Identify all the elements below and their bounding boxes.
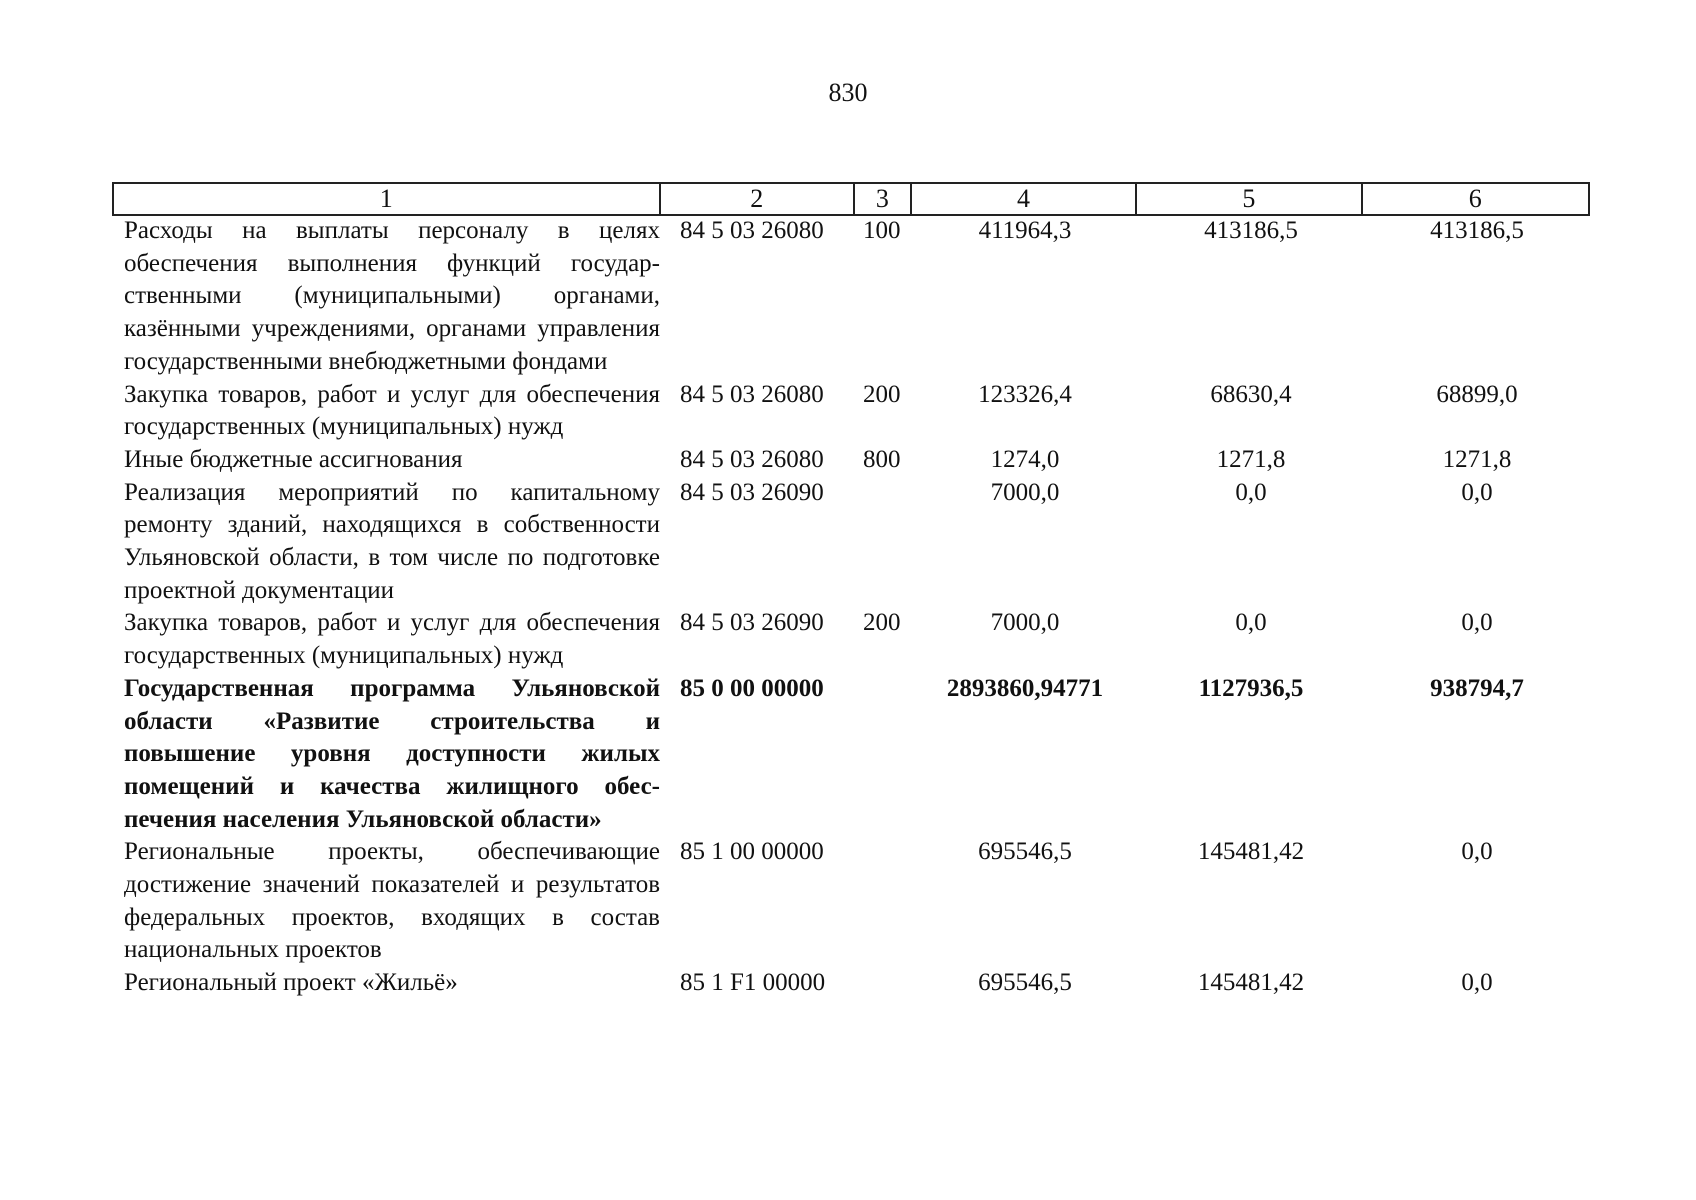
row-value-5: 0,0 — [1235, 478, 1267, 506]
table-row — [112, 967, 1590, 1000]
row-value-6: 68899,0 — [1436, 380, 1518, 408]
row-value-4: 695546,5 — [978, 969, 1072, 997]
row-expense-type — [855, 836, 912, 967]
row-value-6: 413186,5 — [1430, 217, 1524, 244]
row-expense-type — [855, 477, 912, 608]
row-code: 85 1 F1 00000 — [680, 969, 826, 997]
row-value-5: 68630,4 — [1210, 380, 1292, 408]
row-value-4: 7000,0 — [990, 478, 1060, 506]
header-col-5: 5 — [1137, 184, 1362, 214]
row-value-6: 0,0 — [1461, 838, 1493, 866]
table-header — [112, 182, 1590, 216]
row-value-4: 2893860,94771 — [946, 674, 1104, 702]
row-value-6: 0,0 — [1461, 969, 1493, 997]
header-col-2: 2 — [661, 184, 855, 214]
row-value-5: 1127936,5 — [1198, 674, 1304, 702]
row-value-6: 0,0 — [1461, 609, 1493, 637]
row-value-4: 695546,5 — [978, 838, 1072, 866]
row-expense-type: 100 — [863, 217, 901, 244]
row-value-6: 0,0 — [1461, 478, 1493, 506]
row-value-5: 145481,42 — [1197, 969, 1305, 997]
header-col-4: 4 — [912, 184, 1137, 214]
table-row — [112, 607, 1590, 672]
row-code: 84 5 03 26090 — [680, 478, 824, 506]
table-row — [112, 477, 1590, 608]
row-description: Государственная программа Ульяновской области «Развитие строительства и повышение уровня доступности жилых помещений и качества жилищного обеспечения населения Ульяновской области» — [124, 674, 660, 833]
table-row — [112, 215, 1590, 379]
row-value-4: 1274,0 — [990, 445, 1060, 473]
table-row — [112, 444, 1590, 477]
row-value-5: 413186,5 — [1204, 217, 1298, 244]
header-col-3: 3 — [855, 184, 912, 214]
row-expense-type — [855, 673, 912, 837]
row-value-5: 1271,8 — [1216, 445, 1286, 473]
row-description: Закупка товаров, работ и услуг для обеспечения государственных (муниципальных) нужд — [124, 380, 660, 441]
row-code: 84 5 03 26080 — [680, 217, 824, 244]
table-body — [112, 215, 1590, 1000]
row-description: Закупка товаров, работ и услуг для обеспечения государственных (муниципальных) нужд — [124, 609, 660, 670]
row-value-6: 1271,8 — [1442, 445, 1512, 473]
row-description: Реализация мероприятий по капитальному ремонту зданий, находящихся в собственности Ульяновской области, в том числе по подготовке проектной документации — [124, 478, 660, 604]
row-value-4: 411964,3 — [978, 217, 1072, 244]
row-value-4: 7000,0 — [990, 609, 1060, 637]
row-value-5: 0,0 — [1235, 609, 1267, 637]
header-col-6: 6 — [1468, 184, 1482, 213]
row-value-4: 123326,4 — [978, 380, 1072, 408]
table-row-program — [112, 673, 1590, 837]
row-code: 85 1 00 00000 — [680, 838, 824, 866]
table-row — [112, 836, 1590, 967]
page-number: 830 — [828, 78, 868, 107]
row-expense-type: 200 — [863, 609, 901, 637]
row-description: Региональные проекты, обеспечивающие достижение значений показателей и результатов федеральных проектов, входящих в состав национальных проектов — [124, 838, 660, 964]
row-code: 84 5 03 26080 — [680, 380, 824, 408]
header-col-1: 1 — [114, 184, 661, 214]
table-row — [112, 379, 1590, 444]
row-expense-type: 200 — [863, 380, 901, 408]
row-value-5: 145481,42 — [1197, 838, 1305, 866]
row-code: 84 5 03 26090 — [680, 609, 824, 637]
row-expense-type: 800 — [863, 445, 901, 473]
row-code: 85 0 00 00000 — [680, 674, 824, 702]
row-code: 84 5 03 26080 — [680, 445, 824, 473]
row-expense-type — [855, 967, 912, 1000]
row-value-6: 938794,7 — [1430, 674, 1524, 702]
row-description: Иные бюджетные ассигнования — [124, 445, 463, 473]
row-description: Расходы на выплаты персоналу в целях обеспечения выполнения функций государственными (муниципальными) органами, казёнными учреждениями, органами управления государственными внебюджетными фондами — [124, 217, 660, 375]
row-description: Региональный проект «Жильё» — [124, 969, 458, 997]
